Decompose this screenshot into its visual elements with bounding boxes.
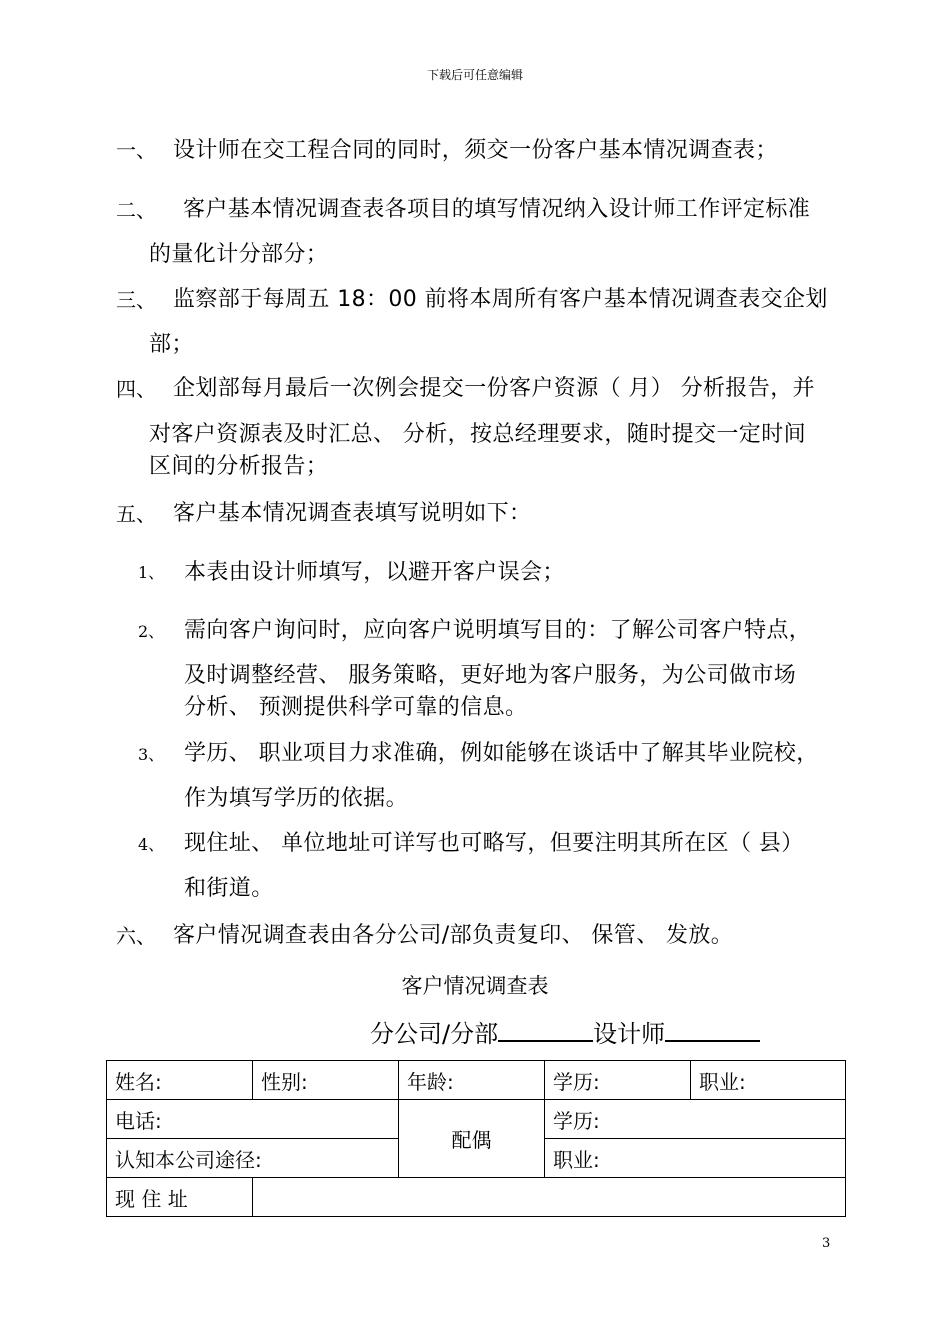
rule-text: 客户基本情况调查表填写说明如下： bbox=[173, 501, 532, 526]
rule-text-continued: 的量化计分部分； bbox=[149, 242, 329, 267]
instruction-text: 需向客户询问时，应向客户说明填写目的：了解公司客户特点， bbox=[184, 618, 812, 643]
address-value-cell[interactable] bbox=[253, 1178, 846, 1217]
rule-number: 二、 bbox=[116, 198, 156, 222]
branch-blank[interactable] bbox=[498, 1018, 593, 1042]
customer-survey-table bbox=[106, 1060, 846, 1217]
rule-text: 监察部于每周五 18：00 前将本周所有客户基本情况调查表交企划 bbox=[173, 287, 828, 312]
address-label-cell: 现 住 址 bbox=[107, 1178, 253, 1217]
occupation-cell[interactable]: 职业: bbox=[691, 1061, 846, 1100]
name-cell[interactable]: 姓名: bbox=[107, 1061, 253, 1100]
rule-text: 客户基本情况调查表各项目的填写情况纳入设计师工作评定标准 bbox=[183, 197, 811, 222]
form-title: 客户情况调查表 bbox=[401, 974, 549, 998]
designer-label: 设计师 bbox=[593, 1020, 666, 1048]
table-row bbox=[107, 1061, 846, 1100]
gender-cell[interactable]: 性别: bbox=[253, 1061, 399, 1100]
table-row bbox=[107, 1100, 846, 1139]
instruction-number: 1、 bbox=[138, 563, 165, 582]
instruction-text-continued: 和街道。 bbox=[184, 876, 274, 901]
rule-text-continued: 对客户资源表及时汇总、 分析，按总经理要求，随时提交一定时间 bbox=[149, 422, 806, 447]
page-header: 下载后可任意编辑 bbox=[426, 68, 523, 82]
instruction-text-continued: 及时调整经营、 服务策略，更好地为客户服务，为公司做市场 bbox=[184, 663, 797, 688]
instruction-text: 学历、 职业项目力求准确，例如能够在谈话中了解其毕业院校， bbox=[184, 741, 819, 766]
branch-designer-line bbox=[370, 1014, 760, 1049]
rule-text: 企划部每月最后一次例会提交一份客户资源（ 月） 分析报告，并 bbox=[173, 376, 815, 401]
instruction-number: 3、 bbox=[138, 745, 165, 764]
rule-number: 一、 bbox=[116, 138, 156, 162]
rule-number: 五、 bbox=[116, 502, 156, 526]
instruction-text-continued: 作为填写学历的依据。 bbox=[184, 786, 409, 811]
instruction-text: 本表由设计师填写，以避开客户误会； bbox=[184, 560, 565, 585]
designer-blank[interactable] bbox=[665, 1018, 760, 1042]
instruction-text-continued: 分析、 预测提供科学可靠的信息。 bbox=[184, 695, 528, 720]
branch-label: 分公司/分部 bbox=[370, 1020, 499, 1048]
age-cell[interactable]: 年龄: bbox=[399, 1061, 545, 1100]
rule-number: 四、 bbox=[116, 377, 156, 401]
channel-cell[interactable]: 认知本公司途径: bbox=[107, 1139, 399, 1178]
instruction-number: 4、 bbox=[138, 835, 165, 854]
education-cell[interactable]: 学历: bbox=[545, 1061, 691, 1100]
page-number: 3 bbox=[822, 1236, 831, 1251]
rule-text: 客户情况调查表由各分公司/部负责复印、 保管、 发放。 bbox=[173, 923, 734, 948]
instruction-text: 现住址、 单位地址可详写也可略写，但要注明其所在区（ 县） bbox=[184, 831, 804, 856]
instruction-number: 2、 bbox=[138, 622, 165, 641]
rule-text-continued: 部； bbox=[149, 332, 194, 357]
rule-text: 设计师在交工程合同的同时，须交一份客户基本情况调查表； bbox=[173, 138, 778, 163]
rule-number: 三、 bbox=[116, 288, 156, 312]
rule-text-continued: 区间的分析报告； bbox=[149, 454, 329, 479]
rule-number: 六、 bbox=[116, 924, 156, 948]
spouse-label-cell: 配偶 bbox=[399, 1100, 545, 1178]
spouse-occupation-cell[interactable]: 职业: bbox=[545, 1139, 846, 1178]
spouse-education-cell[interactable]: 学历: bbox=[545, 1100, 846, 1139]
phone-cell[interactable]: 电话: bbox=[107, 1100, 399, 1139]
table-row bbox=[107, 1178, 846, 1217]
